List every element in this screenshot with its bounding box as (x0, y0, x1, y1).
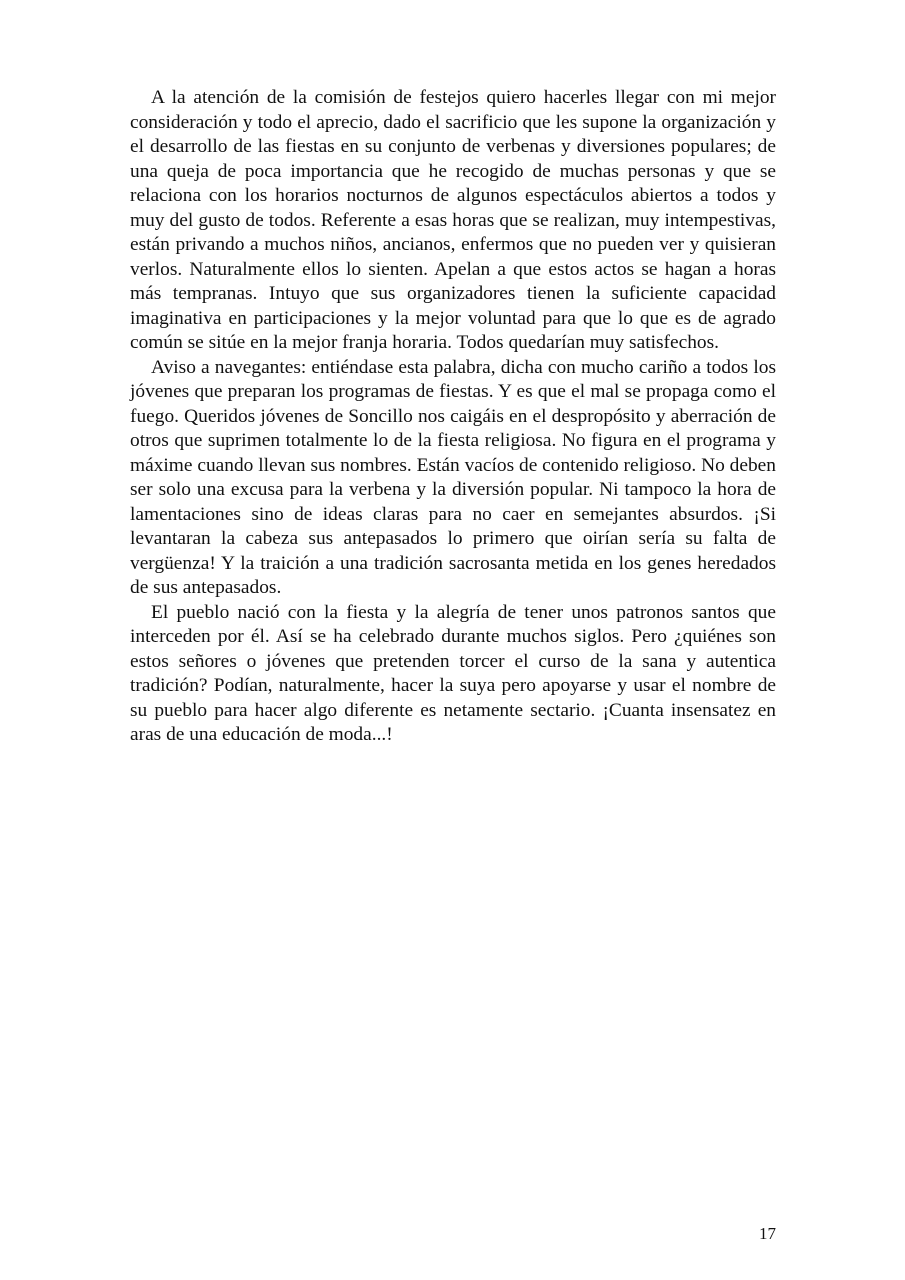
paragraph-1: A la atención de la comisión de festejos quiero hacerles llegar con mi mejor consideración y todo el aprecio, dado el sacrificio que les supone la organización y el desarrollo de las fiestas en su conjunto de verbenas y diversiones populares; de una queja de poca importancia que he recogido de muchas personas y que se relaciona con los horarios nocturnos de algunos espectáculos abiertos a todos y muy del gusto de todos. Referente a esas horas que se realizan, muy intempestivas, están privando a muchos niños, ancianos, enfermos que no pueden ver y quisieran verlos. Naturalmente ellos lo sienten. Apelan a que estos actos se hagan a horas más tempranas. Intuyo que sus organizadores tienen la suficiente capacidad imaginativa en participaciones y la mejor voluntad para que lo que es de agrado común se sitúe en la mejor franja horaria. Todos quedarían muy satisfechos. (130, 87, 776, 353)
body-text (130, 86, 776, 748)
paragraph-2: Aviso a navegantes: entiéndase esta palabra, dicha con mucho cariño a todos los jóvenes que preparan los programas de fiestas. Y es que el mal se propaga como el fuego. Queridos jóvenes de Soncillo nos caigáis en el despropósito y aberración de otros que suprimen totalmente lo de la fiesta religiosa. No figura en el programa y máxime cuando llevan sus nombres. Están vacíos de contenido religioso. No deben ser solo una excusa para la verbena y la diversión popular. Ni tampoco la hora de lamentaciones sino de ideas claras para no caer en semejantes absurdos. ¡Si levantaran la cabeza sus antepasados lo primero que oirían sería su falta de vergüenza! Y la traición a una tradición sacrosanta metida en los genes heredados de sus antepasados. (130, 356, 776, 598)
page-number: 17 (759, 1224, 776, 1243)
paragraph-3: El pueblo nació con la fiesta y la alegría de tener unos patronos santos que interceden por él. Así se ha celebrado durante muchos siglos. Pero ¿quiénes son estos señores o jóvenes que pretenden torcer el curso de la sana y autentica tradición? Podían, naturalmente, hacer la suya pero apoyarse y usar el nombre de su pueblo para hacer algo diferente es netamente sectario. ¡Cuanta insensatez en aras de una educación de moda...! (130, 601, 776, 745)
